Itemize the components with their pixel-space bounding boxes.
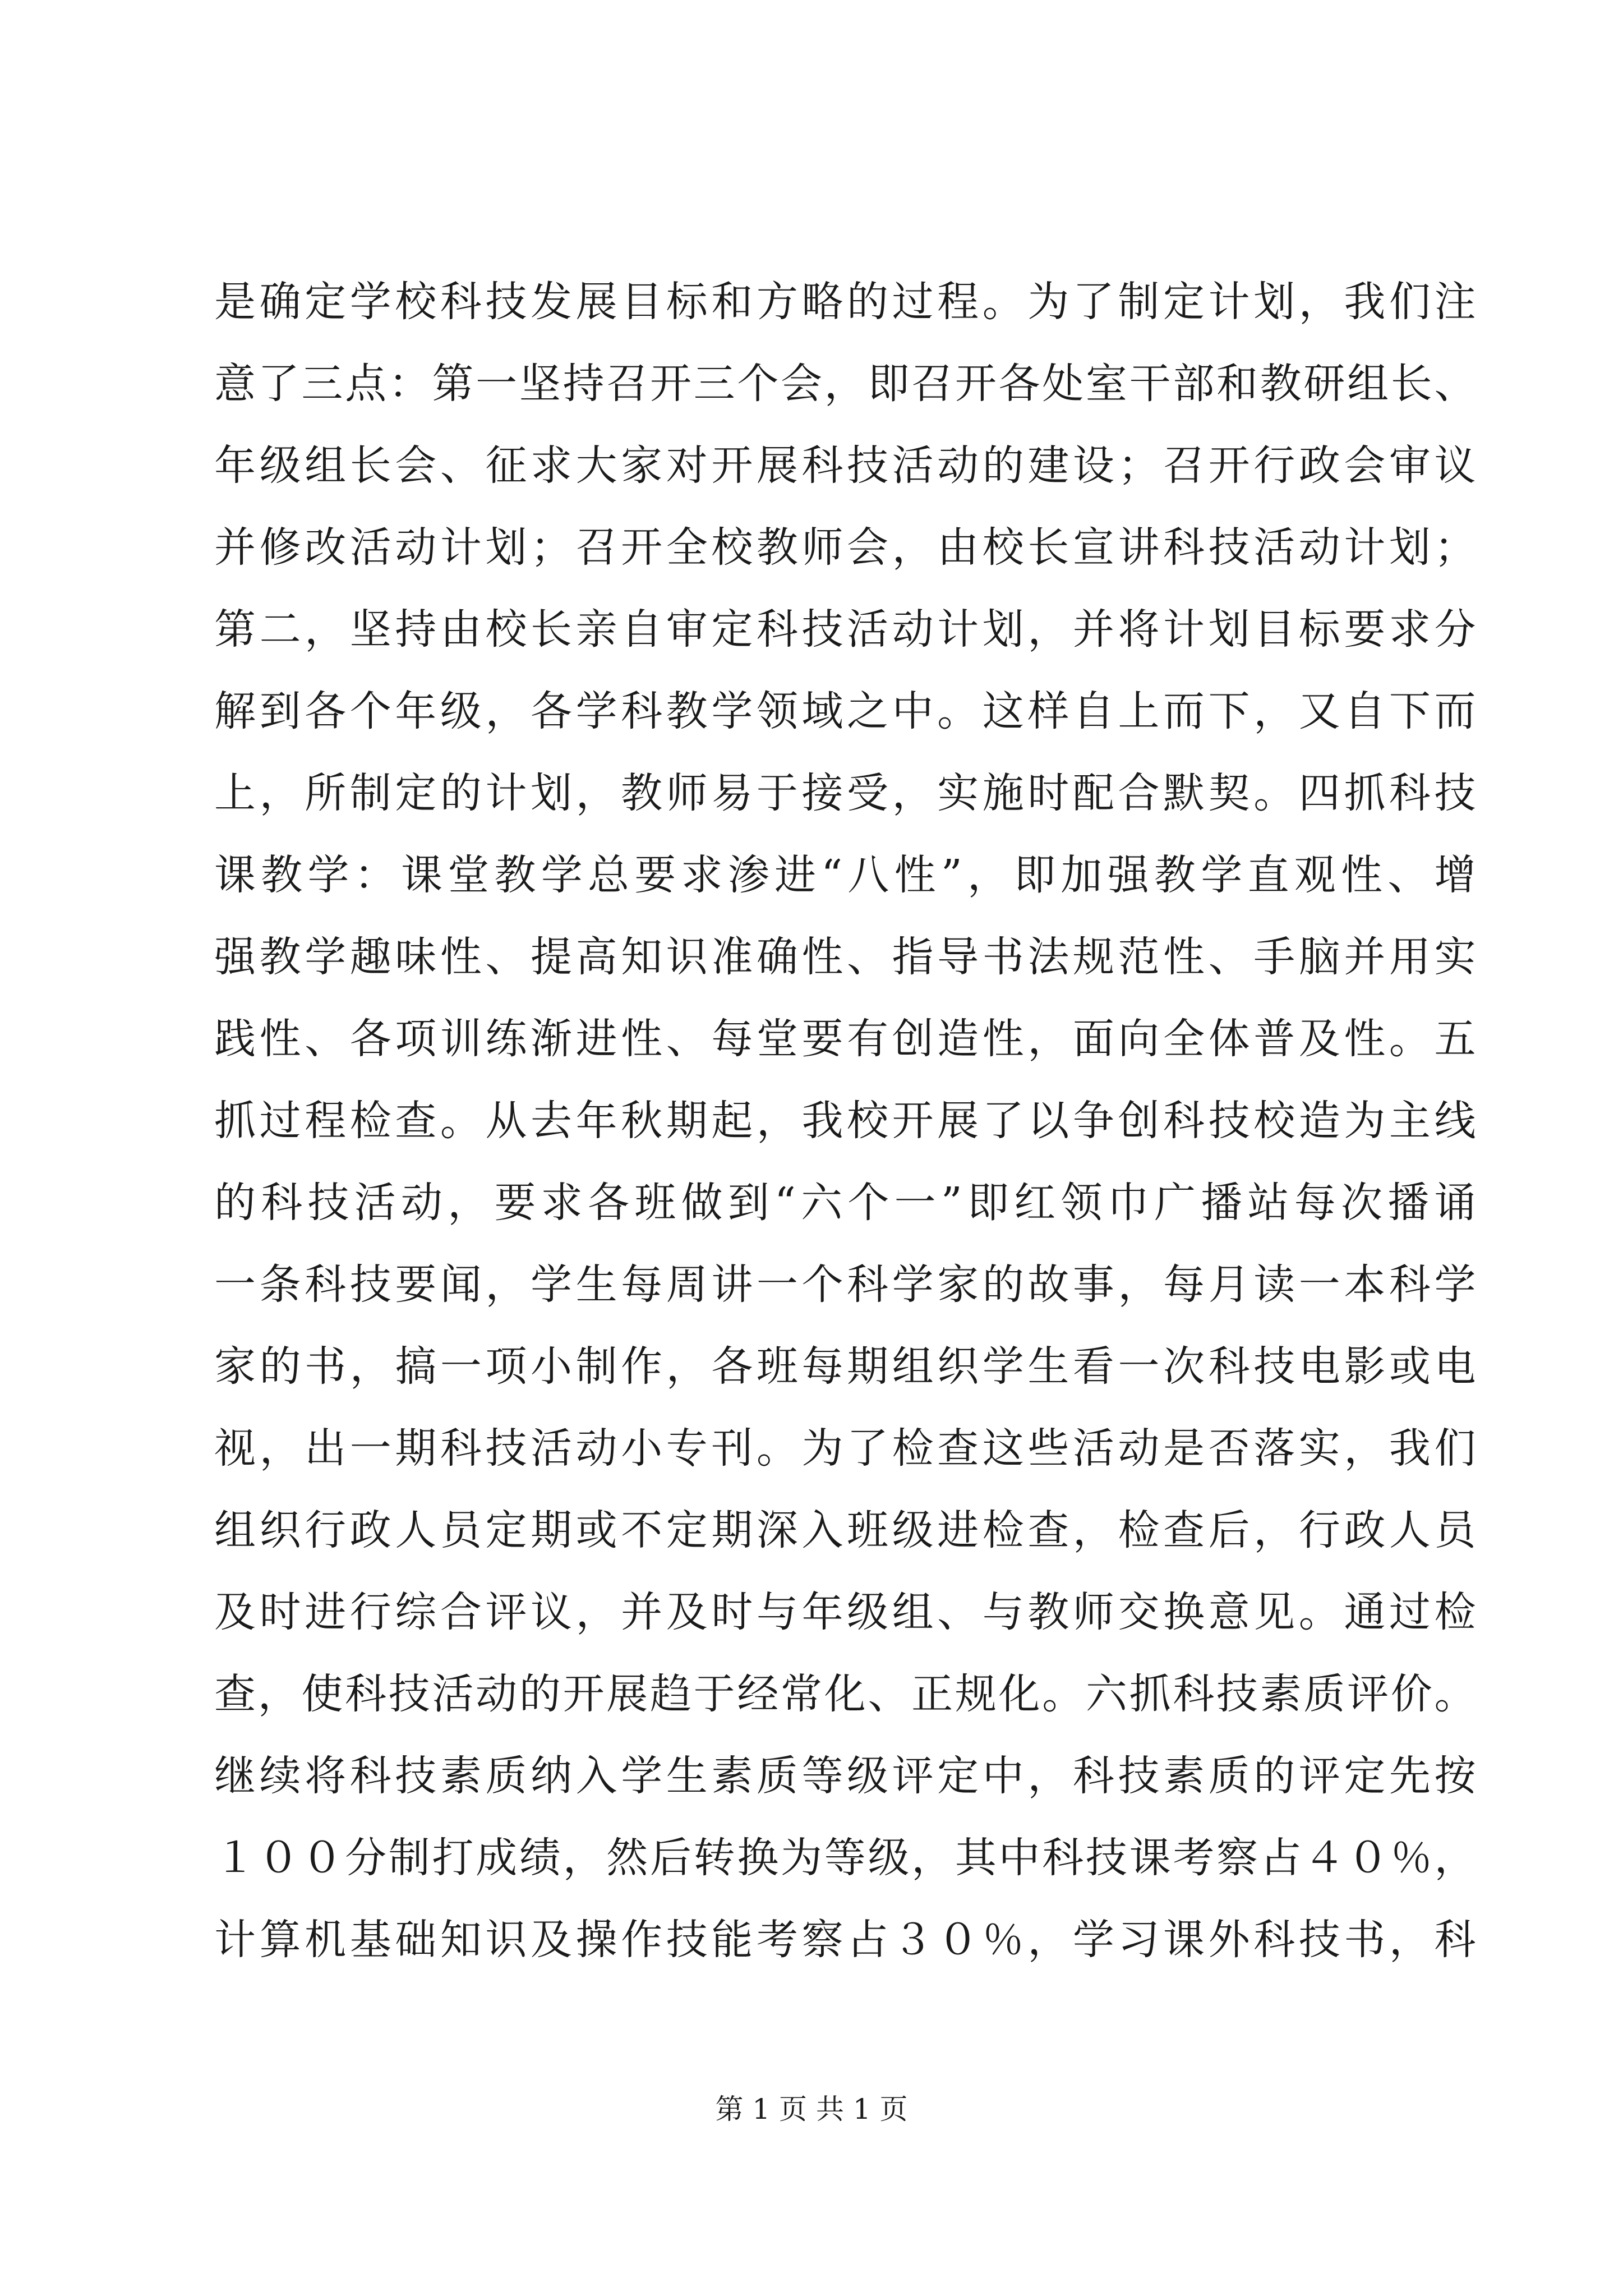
text-line-16: 组织行政人员定期或不定期深入班级进检查，检查后，行政人员 [214,1506,1476,1554]
text-line-6: 解到各个年级，各学科教学领域之中。这样自上而下，又自下而 [214,687,1476,735]
text-line-20: １００分制打成绩，然后转换为等级，其中科技课考察占４０％， [214,1834,1476,1882]
page-footer [0,2090,1623,2129]
text-line-10: 践性、各项训练渐进性、每堂要有创造性，面向全体普及性。五 [214,1015,1476,1063]
text-line-1: 是确定学校科技发展目标和方略的过程。为了制定计划，我们注 [214,278,1476,326]
text-line-2: 意了三点：第一坚持召开三个会，即召开各处室干部和教研组长、 [214,360,1476,408]
text-line-15: 视，出一期科技活动小专刊。为了检查这些活动是否落实，我们 [214,1424,1476,1473]
text-line-7: 上，所制定的计划，教师易于接受，实施时配合默契。四抓科技 [214,769,1476,817]
text-line-13: 一条科技要闻，学生每周讲一个科学家的故事，每月读一本科学 [214,1260,1476,1309]
text-line-21: 计算机基础知识及操作技能考察占３０％，学习课外科技书，科 [214,1916,1476,1964]
text-line-12: 的科技活动，要求各班做到“六个一”即红领巾广播站每次播诵 [214,1179,1476,1227]
text-line-18: 查，使科技活动的开展趋于经常化、正规化。六抓科技素质评价。 [214,1670,1476,1718]
text-line-17: 及时进行综合评议，并及时与年级组、与教师交换意见。通过检 [214,1588,1476,1636]
text-line-11: 抓过程检查。从去年秋期起，我校开展了以争创科技校造为主线 [214,1097,1476,1145]
text-line-9: 强教学趣味性、提高知识准确性、指导书法规范性、手脑并用实 [214,933,1476,981]
text-line-19: 继续将科技素质纳入学生素质等级评定中，科技素质的评定先按 [214,1752,1476,1800]
text-line-3: 年级组长会、征求大家对开展科技活动的建设；召开行政会审议 [214,441,1476,490]
text-line-14: 家的书，搞一项小制作，各班每期组织学生看一次科技电影或电 [214,1342,1476,1391]
text-line-4: 并修改活动计划；召开全校教师会，由校长宣讲科技活动计划； [214,523,1476,572]
page-number-label: 第 1 页 共 1 页 [715,2093,908,2125]
text-line-8: 课教学：课堂教学总要求渗进“八性”，即加强教学直观性、增 [214,851,1476,899]
body-text [214,261,1476,1981]
text-line-5: 第二，坚持由校长亲自审定科技活动计划，并将计划目标要求分 [214,605,1476,654]
